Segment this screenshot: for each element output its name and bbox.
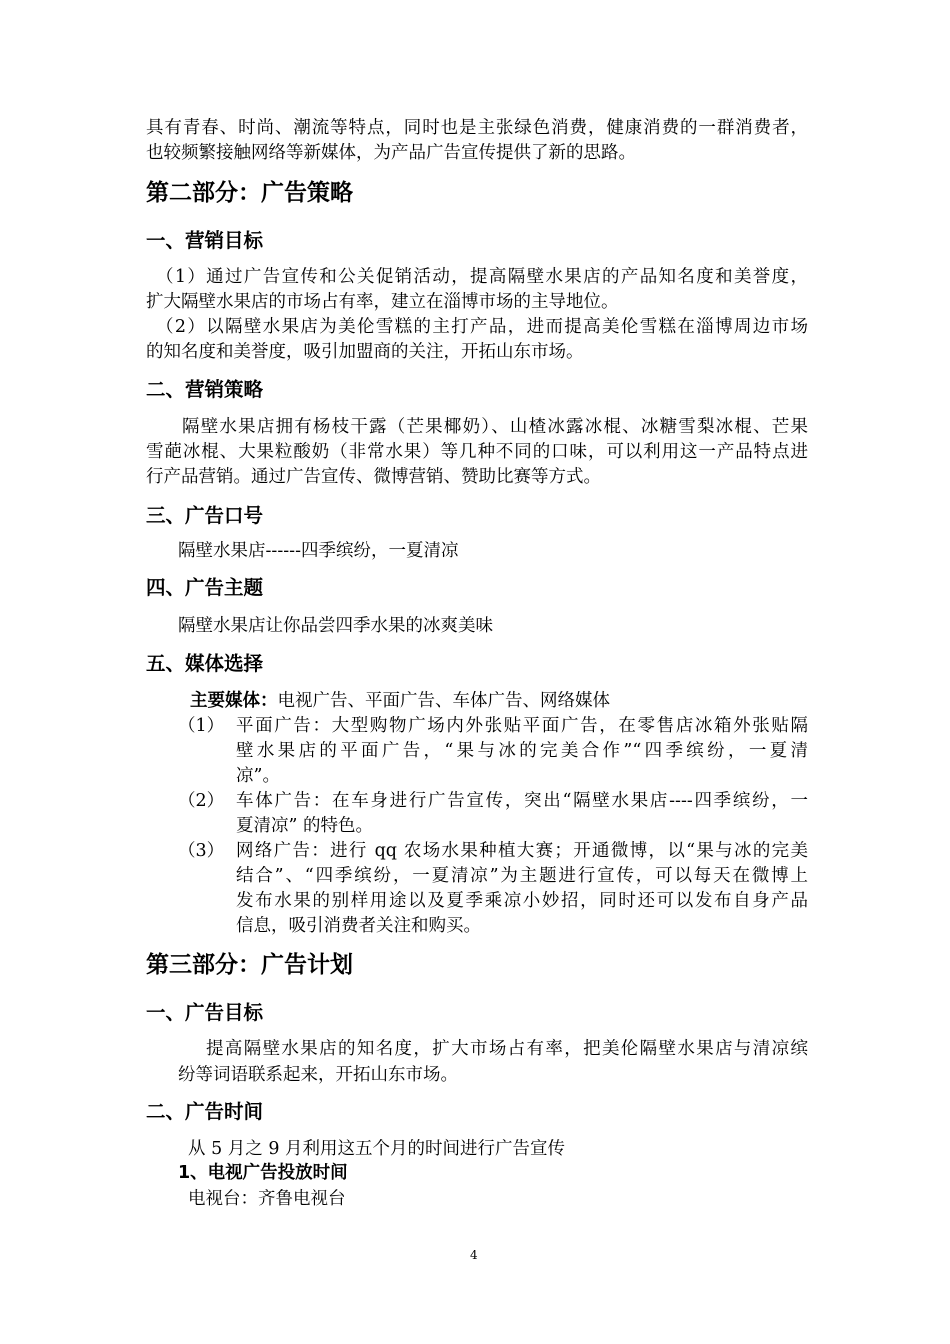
- subsection-heading: 1、电视广告投放时间: [178, 1163, 348, 1183]
- list-item-line: 车体广告：在车身进行广告宣传，突出“隔壁水果店----四季缤纷，一: [236, 791, 808, 811]
- list-item-line: 凉”。: [236, 766, 280, 786]
- slogan-text: 隔壁水果店------四季缤纷，一夏清凉: [178, 541, 459, 561]
- list-item-line: 发布水果的别样用途以及夏季乘凉小妙招，同时还可以发布自身产品: [236, 891, 808, 911]
- section-heading: 二、广告时间: [146, 1100, 264, 1123]
- text-line: 也较频繁接触网络等新媒体，为产品广告宣传提供了新的思路。: [146, 143, 636, 163]
- main-media-text: 电视广告、平面广告、车体广告、网络媒体: [277, 691, 610, 711]
- list-item-line: 信息，吸引消费者关注和购买。: [236, 916, 481, 936]
- section-heading: 三、广告口号: [146, 504, 264, 527]
- part-heading: 第三部分：广告计划: [146, 952, 353, 978]
- text-line: 行产品营销。通过广告宣传、微博营销、赞助比赛等方式。: [146, 467, 601, 487]
- list-item-line: 壁水果店的平面广告，“果与冰的完美合作”“四季缤纷，一夏清: [236, 741, 808, 761]
- text-line: 提高隔壁水果店的知名度，扩大市场占有率，把美伦隔壁水果店与清凉缤: [206, 1039, 808, 1059]
- text-line: 雪葩冰棍、大果粒酸奶（非常水果）等几种不同的口味，可以利用这一产品特点进: [146, 442, 808, 462]
- main-media-line: [190, 689, 610, 713]
- list-number: （1）: [178, 716, 225, 736]
- text-line: 扩大隔壁水果店的市场占有率，建立在淄博市场的主导地位。: [146, 292, 619, 312]
- theme-text: 隔壁水果店让你品尝四季水果的冰爽美味: [178, 616, 493, 636]
- list-number: （3）: [178, 841, 225, 861]
- text-line: 从 5 月之 9 月利用这五个月的时间进行广告宣传: [188, 1139, 566, 1159]
- text-line: （2）以隔壁水果店为美伦雪糕的主打产品，进而提高美伦雪糕在淄博周边市场: [156, 317, 808, 337]
- text-line: 具有青春、时尚、潮流等特点，同时也是主张绿色消费，健康消费的一群消费者，: [146, 118, 808, 138]
- section-heading: 二、营销策略: [146, 378, 264, 401]
- text-line: （1）通过广告宣传和公关促销活动，提高隔壁水果店的产品知名度和美誉度，: [156, 267, 808, 287]
- section-heading: 一、营销目标: [146, 229, 264, 252]
- section-heading: 一、广告目标: [146, 1001, 264, 1024]
- list-item-line: 结合”、“四季缤纷，一夏清凉”为主题进行宣传，可以每天在微博上: [236, 866, 808, 886]
- part-heading: 第二部分：广告策略: [146, 180, 353, 206]
- text-line: 隔壁水果店拥有杨枝干露（芒果椰奶）、山楂冰露冰棍、冰糖雪梨冰棍、芒果: [182, 417, 808, 437]
- text-line: 电视台：齐鲁电视台: [188, 1189, 346, 1209]
- list-item-line: 平面广告：大型购物广场内外张贴平面广告，在零售店冰箱外张贴隔: [236, 716, 808, 736]
- main-media-label: 主要媒体：: [190, 691, 278, 711]
- list-number: （2）: [178, 791, 225, 811]
- page-number: 4: [470, 1248, 478, 1262]
- list-item-line: 网络广告：进行 qq 农场水果种植大赛；开通微博，以“果与冰的完美: [236, 841, 808, 861]
- list-item-line: 夏清凉” 的特色。: [236, 816, 374, 836]
- section-heading: 五、媒体选择: [146, 652, 264, 675]
- text-line: 的知名度和美誉度，吸引加盟商的关注，开拓山东市场。: [146, 342, 584, 362]
- text-line: 纷等词语联系起来，开拓山东市场。: [178, 1065, 458, 1085]
- section-heading: 四、广告主题: [146, 576, 264, 599]
